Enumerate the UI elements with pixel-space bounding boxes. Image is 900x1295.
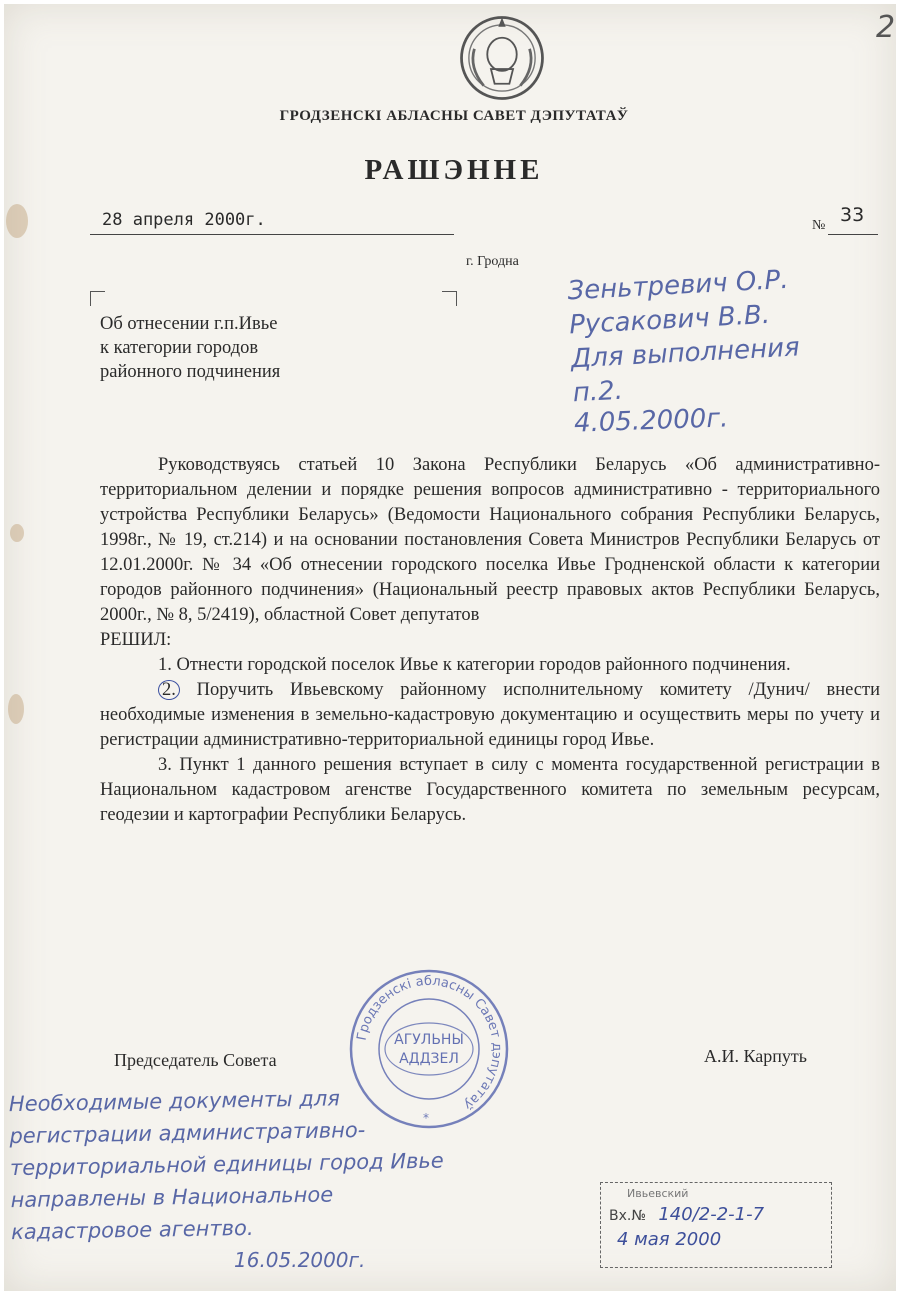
resolution-line: Зеньтревич О.Р. [566, 264, 790, 307]
registration-stamp [600, 1182, 832, 1268]
number-label: № [812, 218, 826, 233]
registration-date-row [609, 1229, 823, 1250]
paper-stain [8, 694, 24, 724]
item-3: 3. Пункт 1 данного решения вступает в силу с момента государственной регистрации в Национальном кадастровом агенстве Государственного комитета по земельным ресурсам, геодезии и картографии Республики Беларусь. [100, 755, 880, 825]
document-page [4, 4, 896, 1291]
subject-line: к категории городов [100, 338, 259, 358]
handwritten-bottom-note [9, 1080, 482, 1248]
date-underline [90, 234, 454, 235]
resolution-line: п.2. [572, 375, 624, 409]
paper-stain [6, 204, 28, 238]
registration-number-row [609, 1204, 823, 1225]
registration-number-label: Вх.№ [609, 1208, 646, 1224]
handwritten-resolution [567, 258, 894, 411]
stamp-center-line-1: АГУЛЬНЫ [394, 1032, 464, 1048]
note-line: Необходимые документы для [8, 1086, 341, 1117]
note-line: направлены в Национальное [10, 1182, 334, 1213]
item-2 [100, 678, 880, 753]
resolution-date: 4.05.2000г. [573, 403, 729, 439]
decision-date: 28 апреля 2000г. [102, 210, 266, 230]
resolution-line: Для выполнения [570, 332, 801, 375]
stamp-ring-text: Гродзенскі абласны Савет дэпутатаў [354, 973, 505, 1113]
subject-bracket-right [442, 291, 457, 306]
registration-number: 140/2-2-1-7 [658, 1204, 765, 1225]
registration-date: 4 мая 2000 [617, 1229, 722, 1250]
subject-line: районного подчинения [100, 362, 281, 382]
signatory-name: А.И. Карпуть [704, 1046, 807, 1066]
preamble-paragraph: Руководствуясь статьей 10 Закона Республики Беларусь «Об административно-территориальном делении и порядке решения вопросов административно - территориального устройства Республики Беларусь» (Ведомости Национального собрания Республики Беларусь, 1998г., № 19, ст.214) и на основании постановления Совета Министров Республики Беларусь от 12.01.2000г. № 34 «Об отнесении городского поселка Ивье Гродненской области к категории городов районного подчинения» (Национальный реестр правовых актов Республики Беларусь, 2000г., № 8, 5/2419), областной Совет депутатов [100, 455, 880, 625]
document-title: РАШЭННЕ [364, 154, 544, 186]
registration-org: Ивьевский [627, 1187, 689, 1200]
state-emblem-icon [456, 12, 548, 104]
note-line: кадастровое агентво. [10, 1215, 254, 1245]
organization-name: ГРОДЗЕНСКІ АБЛАСНЫ САВЕТ ДЭПУТАТАЎ [279, 108, 629, 124]
decision-number: 33 [840, 204, 865, 226]
number-underline [828, 234, 878, 235]
document-body [100, 453, 880, 828]
decided-label: РЕШИЛ: [100, 630, 172, 650]
item-2-text: Поручить Ивьевскому районному исполнительному комитету /Дунич/ внести необходимые изменения в земельно-кадастровую документацию и осуществить меры по учету и регистрации административно-территориальной единицы город Ивье. [100, 680, 880, 750]
page-mark: 2 [876, 10, 896, 45]
note-line: территориальной единицы город Ивье [9, 1148, 444, 1181]
resolution-line: Русакович В.В. [568, 299, 771, 341]
subject-line: Об отнесении г.п.Ивье [100, 314, 278, 334]
item-2-number: 2. [158, 680, 180, 700]
subject-bracket-left [90, 291, 105, 306]
stamp-center-line-2: АДДЗЕЛ [399, 1051, 459, 1067]
item-1: 1. Отнести городской поселок Ивье к категории городов районного подчинения. [158, 655, 791, 675]
handwritten-bottom-date: 16.05.2000г. [234, 1248, 366, 1272]
signature-title: Председатель Совета [114, 1050, 277, 1070]
subject-block [100, 312, 280, 384]
city: г. Гродна [466, 254, 519, 269]
paper-stain [10, 524, 24, 542]
note-line: регистрации административно- [9, 1117, 366, 1149]
stamp-star-icon: * [423, 1111, 429, 1125]
